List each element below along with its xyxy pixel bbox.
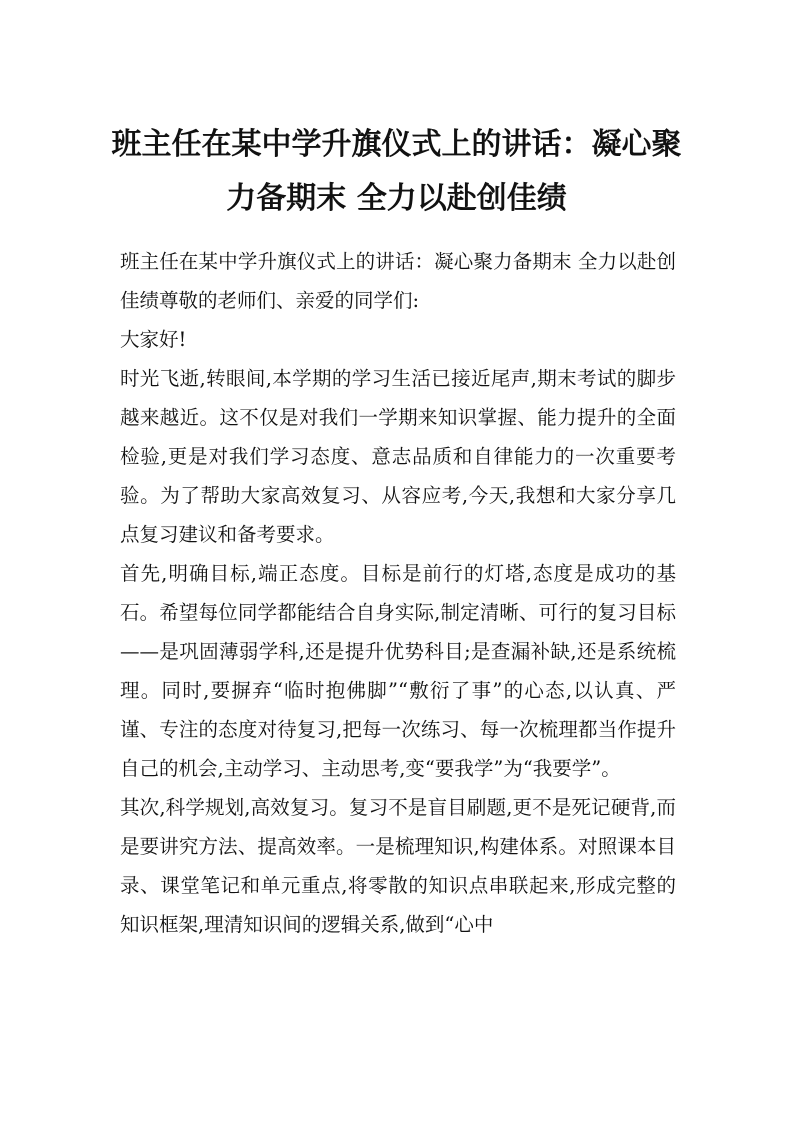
paragraph-second-point: 其次,科学规划,高效复习。复习不是盲目刷题,更不是死记硬背,而是要讲究方法、提高效率。一是梳理知识,构建体系。对照课本目录、课堂笔记和单元重点,将零散的知识点串联起来,形成完整的知识框架,理清知识间的逻辑关系,做到“心中 — [120, 796, 676, 936]
paragraph-greeting: 大家好! — [120, 328, 187, 351]
document-title: 班主任在某中学升旗仪式上的讲话：凝心聚力备期末 全力以赴创佳绩 — [111, 127, 682, 216]
document-body — [120, 242, 676, 944]
paragraph-salutation: 班主任在某中学升旗仪式上的讲话：凝心聚力备期末 全力以赴创佳绩尊敬的老师们、亲爱的同学们: — [120, 250, 676, 312]
paragraph-first-point: 首先,明确目标,端正态度。目标是前行的灯塔,态度是成功的基石。希望每位同学都能结合自身实际,制定清晰、可行的复习目标——是巩固薄弱学科,还是提升优势科目;是查漏补缺,还是系统梳理。同时,要摒弃“临时抱佛脚”“敷衍了事”的心态,以认真、严谨、专注的态度对待复习,把每一次练习、每一次梳理都当作提升自己的机会,主动学习、主动思考,变“要我学”为“我要学”。 — [120, 562, 676, 780]
paragraph-intro: 时光飞逝,转眼间,本学期的学习生活已接近尾声,期末考试的脚步越来越近。这不仅是对我们一学期来知识掌握、能力提升的全面检验,更是对我们学习态度、意志品质和自律能力的一次重要考验。为了帮助大家高效复习、从容应考,今天,我想和大家分享几点复习建议和备考要求。 — [120, 367, 676, 546]
